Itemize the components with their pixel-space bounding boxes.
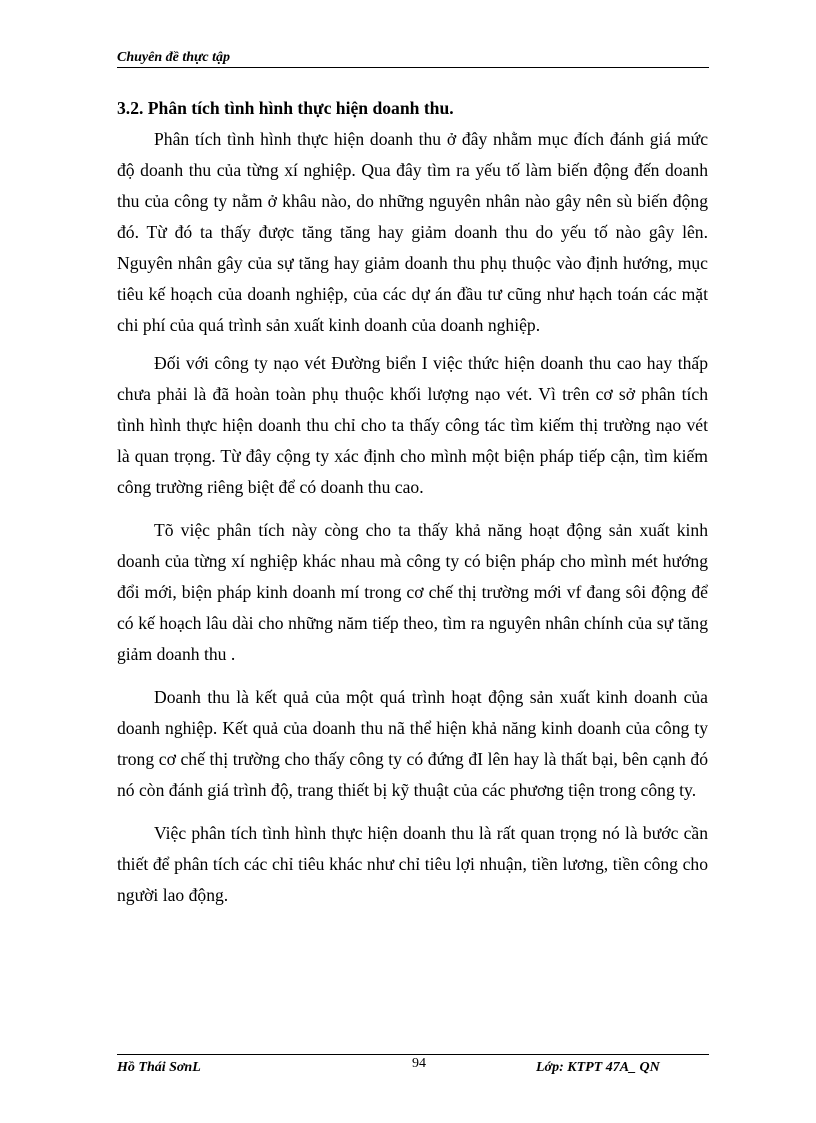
footer-class: Lớp: KTPT 47A_ QN (536, 1060, 660, 1075)
header-title: Chuyên đề thực tập (117, 50, 231, 65)
paragraph: Tõ việc phân tích này còng cho ta thấy khả năng hoạt động sản xuất kinh doanh của từng xí nghiệp khác nhau mà công ty có biện pháp cho mình mét hướng đổi mới, biện pháp kinh doanh mí trong cơ chế thị trường mới vf đang sôi động để có kế hoạch lâu dài cho những năm tiếp theo, tìm ra nguyên nhân chính của sự tăng giảm doanh thu . (117, 520, 708, 664)
page-header (117, 48, 709, 68)
paragraph: Đối với công ty nạo vét Đường biển I việc thức hiện doanh thu cao hay thấp chưa phải là đã hoàn toàn phụ thuộc khối lượng nạo vét. Vì trên cơ sở phân tích tình hình thực hiện doanh thu chỉ cho ta thấy công tác tìm kiếm thị trường nạo vét là quan trọng. Từ đây cộng ty xác định cho mình một biện pháp tiếp cận, tìm kiếm công trường riêng biệt để có doanh thu cao. (117, 353, 708, 497)
footer-author: Hồ Thái SơnL (117, 1060, 201, 1075)
paragraph: Việc phân tích tình hình thực hiện doanh thu là rất quan trọng nó là bước cần thiết để phân tích các chỉ tiêu khác như chỉ tiêu lợi nhuận, tiền lương, tiền công cho người lao động. (117, 823, 708, 905)
paragraph: Phân tích tình hình thực hiện doanh thu ở đây nhằm mục đích đánh giá mức độ doanh thu của từng xí nghiệp. Qua đây tìm ra yếu tố làm biến động đến doanh thu của công ty nằm ở khâu nào, do những nguyên nhân nào gây nên sù biến động đó. Từ đó ta thấy được tăng tăng hay giảm doanh thu do yếu tố nào gây lên. Nguyên nhân gây của sự tăng hay giảm doanh thu phụ thuộc vào định hướng, mục tiêu kế hoạch của doanh nghiệp, của các dự án đầu tư cũng như hạch toán các mặt chi phí của quá trình sản xuất kinh doanh của doanh nghiệp. (117, 129, 708, 335)
section-heading: 3.2. Phân tích tình hình thực hiện doanh thu. (117, 98, 454, 118)
page-body (117, 95, 708, 923)
header-rule (117, 67, 709, 68)
page-footer (117, 1056, 709, 1078)
footer-rule (117, 1054, 709, 1055)
paragraph: Doanh thu là kết quả của một quá trình hoạt động sản xuất kinh doanh của doanh nghiệp. Kết quả của doanh thu nã thể hiện khả năng kinh doanh của công ty trong cơ chế thị trường cho thấy công ty có đứng đI lên hay là thất bại, bên cạnh đó nó còn đánh giá trình độ, trang thiết bị kỹ thuật của các phương tiện trong công ty. (117, 687, 708, 800)
page-number: 94 (412, 1056, 426, 1071)
